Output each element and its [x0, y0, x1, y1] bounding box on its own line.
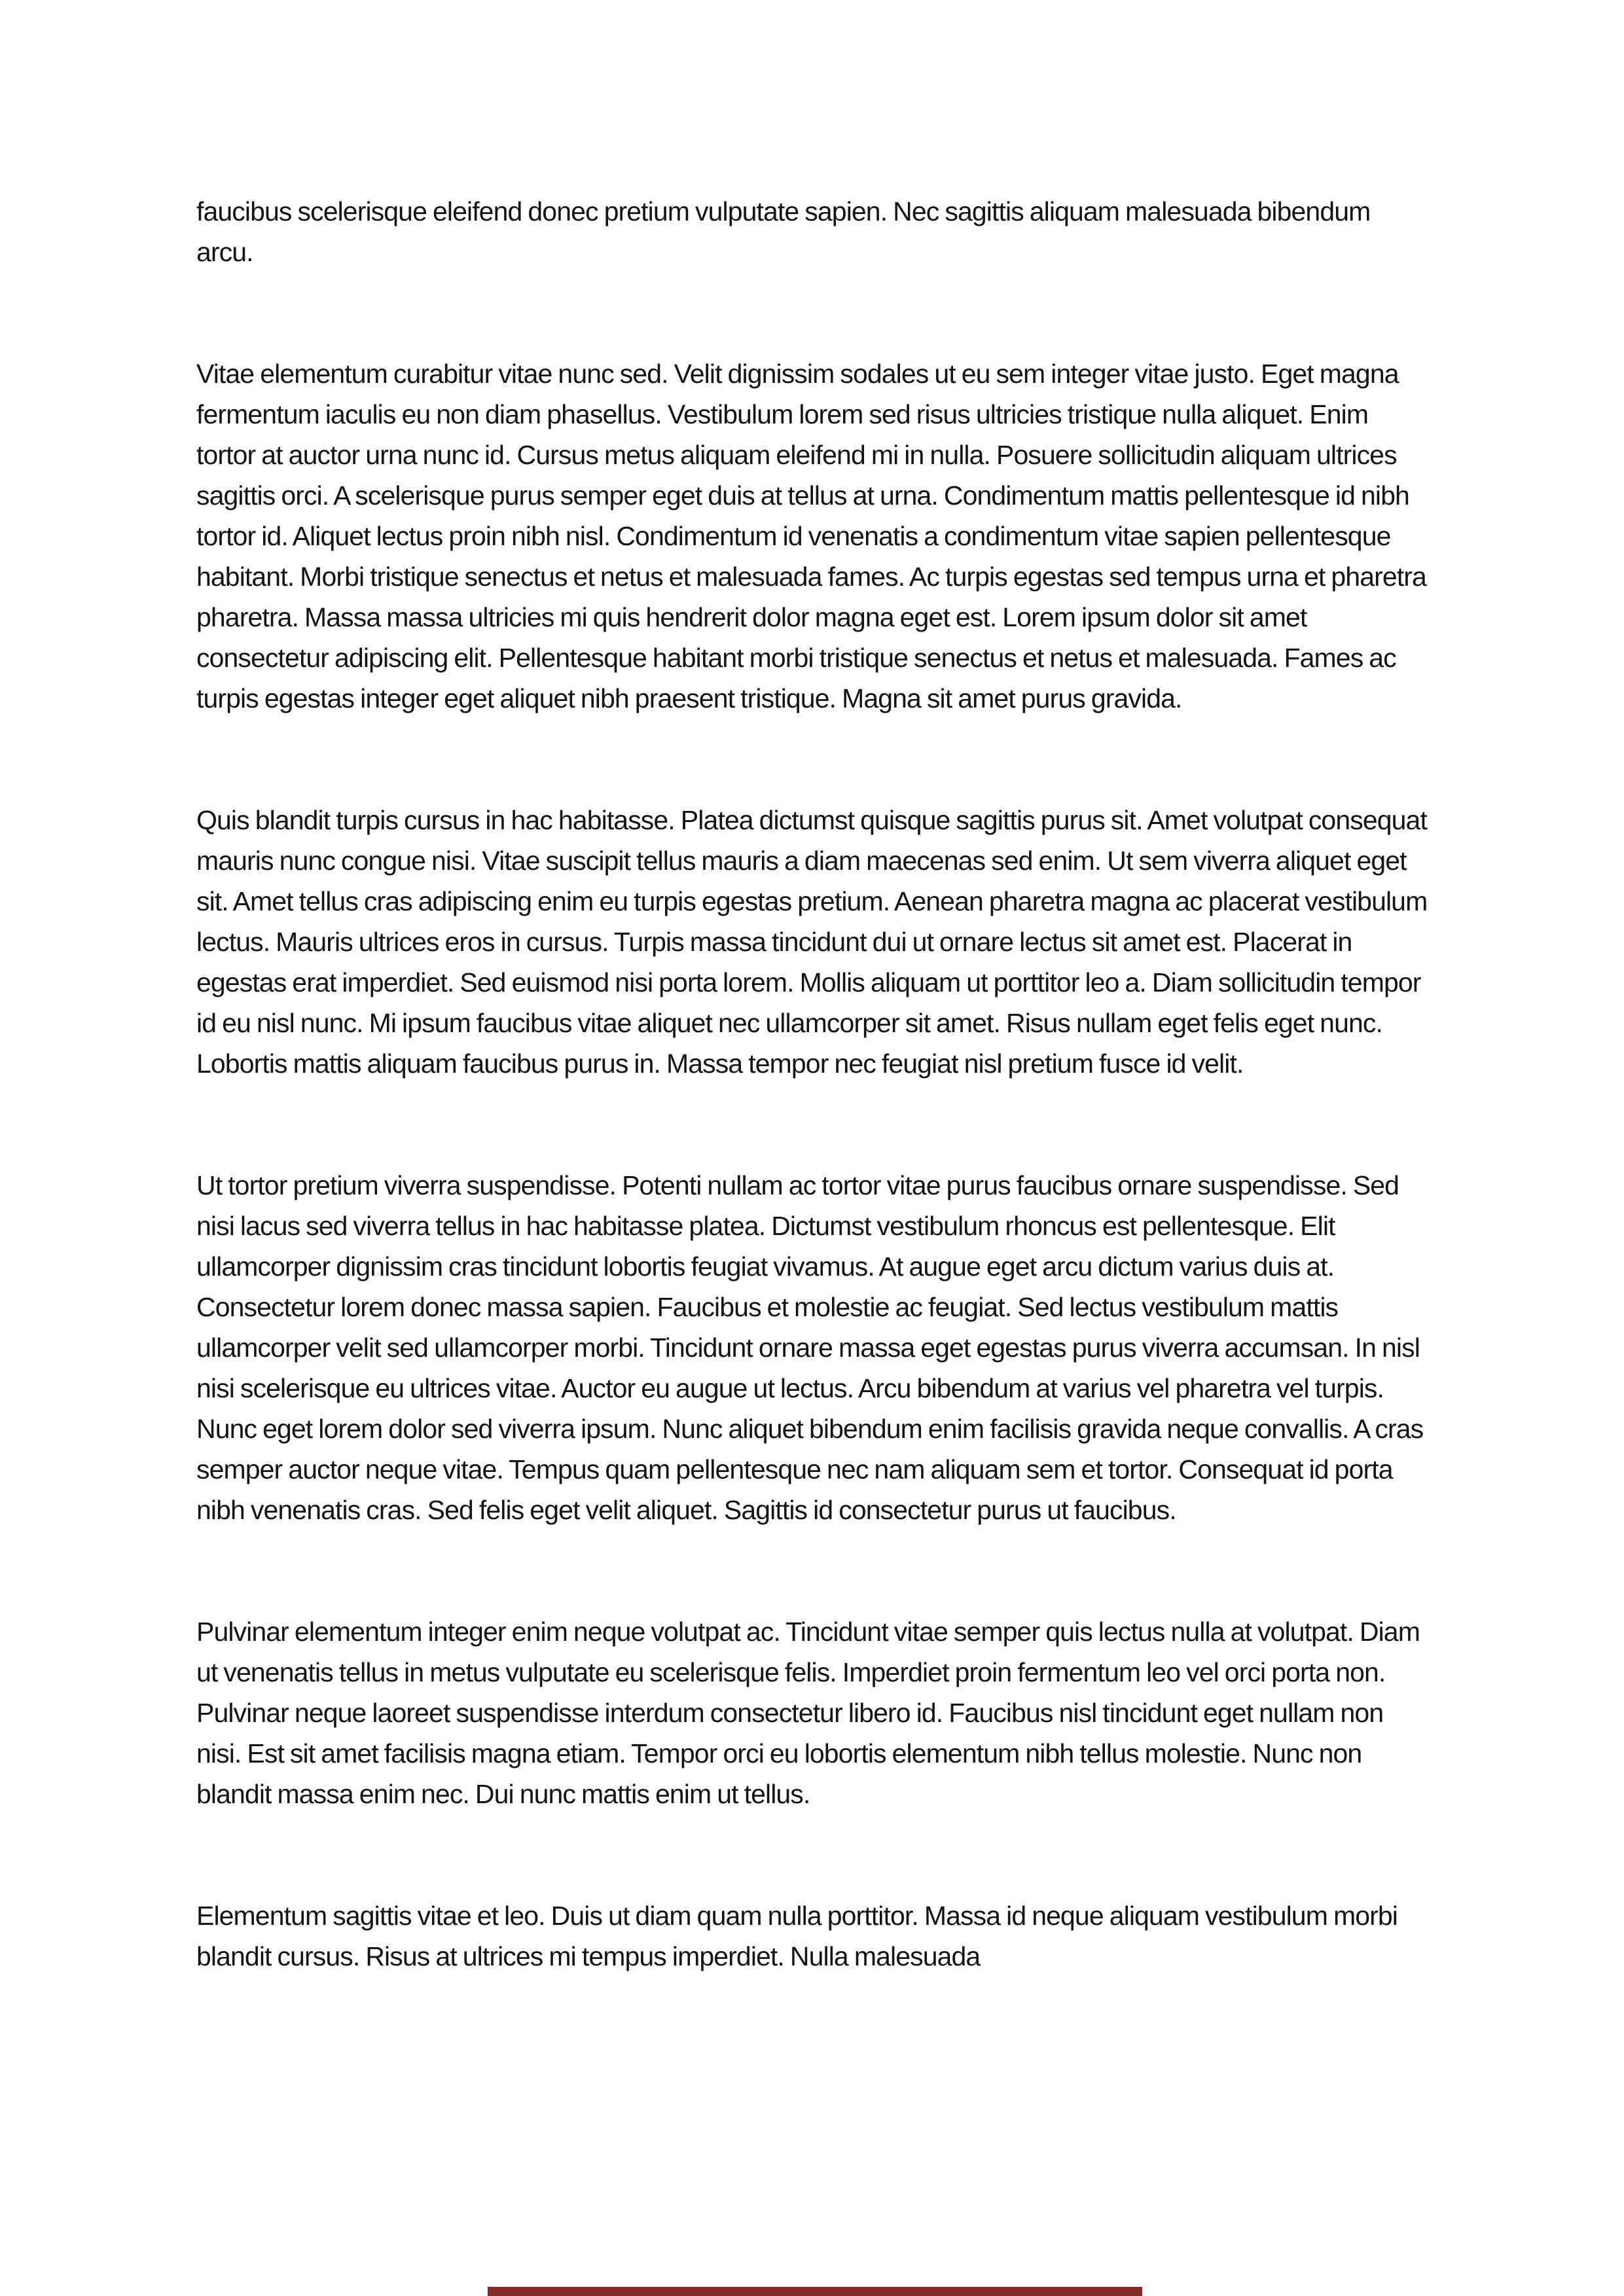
- document-body-text: [196, 191, 1430, 1977]
- paragraph: Elementum sagittis vitae et leo. Duis ut diam quam nulla porttitor. Massa id neque aliquam vestibulum morbi blandit cursus. Risus at ultrices mi tempus imperdiet. Nulla malesuada: [196, 1901, 1398, 1971]
- paragraph: Quis blandit turpis cursus in hac habitasse. Platea dictumst quisque sagittis purus sit. Amet volutpat consequat mauris nunc congue nisi. Vitae suscipit tellus mauris a diam maecenas sed enim. Ut sem viverra aliquet eget sit. Amet tellus cras adipiscing enim eu turpis egestas pretium. Aenean pharetra magna ac placerat vestibulum lectus. Mauris ultrices eros in cursus. Turpis massa tincidunt dui ut ornare lectus sit amet est. Placerat in egestas erat imperdiet. Sed euismod nisi porta lorem. Mollis aliquam ut porttitor leo a. Diam sollicitudin tempor id eu nisl nunc. Mi ipsum faucibus vitae aliquet nec ullamcorper sit amet. Risus nullam eget felis eget nunc. Lobortis mattis aliquam faucibus purus in. Massa tempor nec feugiat nisl pretium fusce id velit.: [196, 805, 1428, 1079]
- paragraph: faucibus scelerisque eleifend donec pretium vulputate sapien. Nec sagittis aliquam malesuada bibendum arcu.: [196, 196, 1371, 267]
- footer-accent-bar: [488, 2287, 1142, 2296]
- paragraph: Pulvinar elementum integer enim neque volutpat ac. Tincidunt vitae semper quis lectus nulla at volutpat. Diam ut venenatis tellus in metus vulputate eu scelerisque felis. Imperdiet proin fermentum leo vel orci porta non. Pulvinar neque laoreet suspendisse interdum consectetur libero id. Faucibus nisl tincidunt eget nullam non nisi. Est sit amet facilisis magna etiam. Tempor orci eu lobortis elementum nibh tellus molestie. Nunc non blandit massa enim nec. Dui nunc mattis enim ut tellus.: [196, 1617, 1420, 1809]
- paragraph: Vitae elementum curabitur vitae nunc sed. Velit dignissim sodales ut eu sem integer vitae justo. Eget magna fermentum iaculis eu non diam phasellus. Vestibulum lorem sed risus ultricies tristique nulla aliquet. Enim tortor at auctor urna nunc id. Cursus metus aliquam eleifend mi in nulla. Posuere sollicitudin aliquam ultrices sagittis orci. A scelerisque purus semper eget duis at tellus at urna. Condimentum mattis pellentesque id nibh tortor id. Aliquet lectus proin nibh nisl. Condimentum id venenatis a condimentum vitae sapien pellentesque habitant. Morbi tristique senectus et netus et malesuada fames. Ac turpis egestas sed tempus urna et pharetra pharetra. Massa massa ultricies mi quis hendrerit dolor magna eget est. Lorem ipsum dolor sit amet consectetur adipiscing elit. Pellentesque habitant morbi tristique senectus et netus et malesuada. Fames ac turpis egestas integer eget aliquet nibh praesent tristique. Magna sit amet purus gravida.: [196, 359, 1426, 713]
- paragraph: Ut tortor pretium viverra suspendisse. Potenti nullam ac tortor vitae purus faucibus ornare suspendisse. Sed nisi lacus sed viverra tellus in hac habitasse platea. Dictumst vestibulum rhoncus est pellentesque. Elit ullamcorper dignissim cras tincidunt lobortis feugiat vivamus. At augue eget arcu dictum varius duis at. Consectetur lorem donec massa sapien. Faucibus et molestie ac feugiat. Sed lectus vestibulum mattis ullamcorper velit sed ullamcorper morbi. Tincidunt ornare massa eget egestas purus viverra accumsan. In nisl nisi scelerisque eu ultrices vitae. Auctor eu augue ut lectus. Arcu bibendum at varius vel pharetra vel turpis. Nunc eget lorem dolor sed viverra ipsum. Nunc aliquet bibendum enim facilisis gravida neque convallis. A cras semper auctor neque vitae. Tempus quam pellentesque nec nam aliquam sem et tortor. Consequat id porta nibh venenatis cras. Sed felis eget velit aliquet. Sagittis id consectetur purus ut faucibus.: [196, 1170, 1424, 1525]
